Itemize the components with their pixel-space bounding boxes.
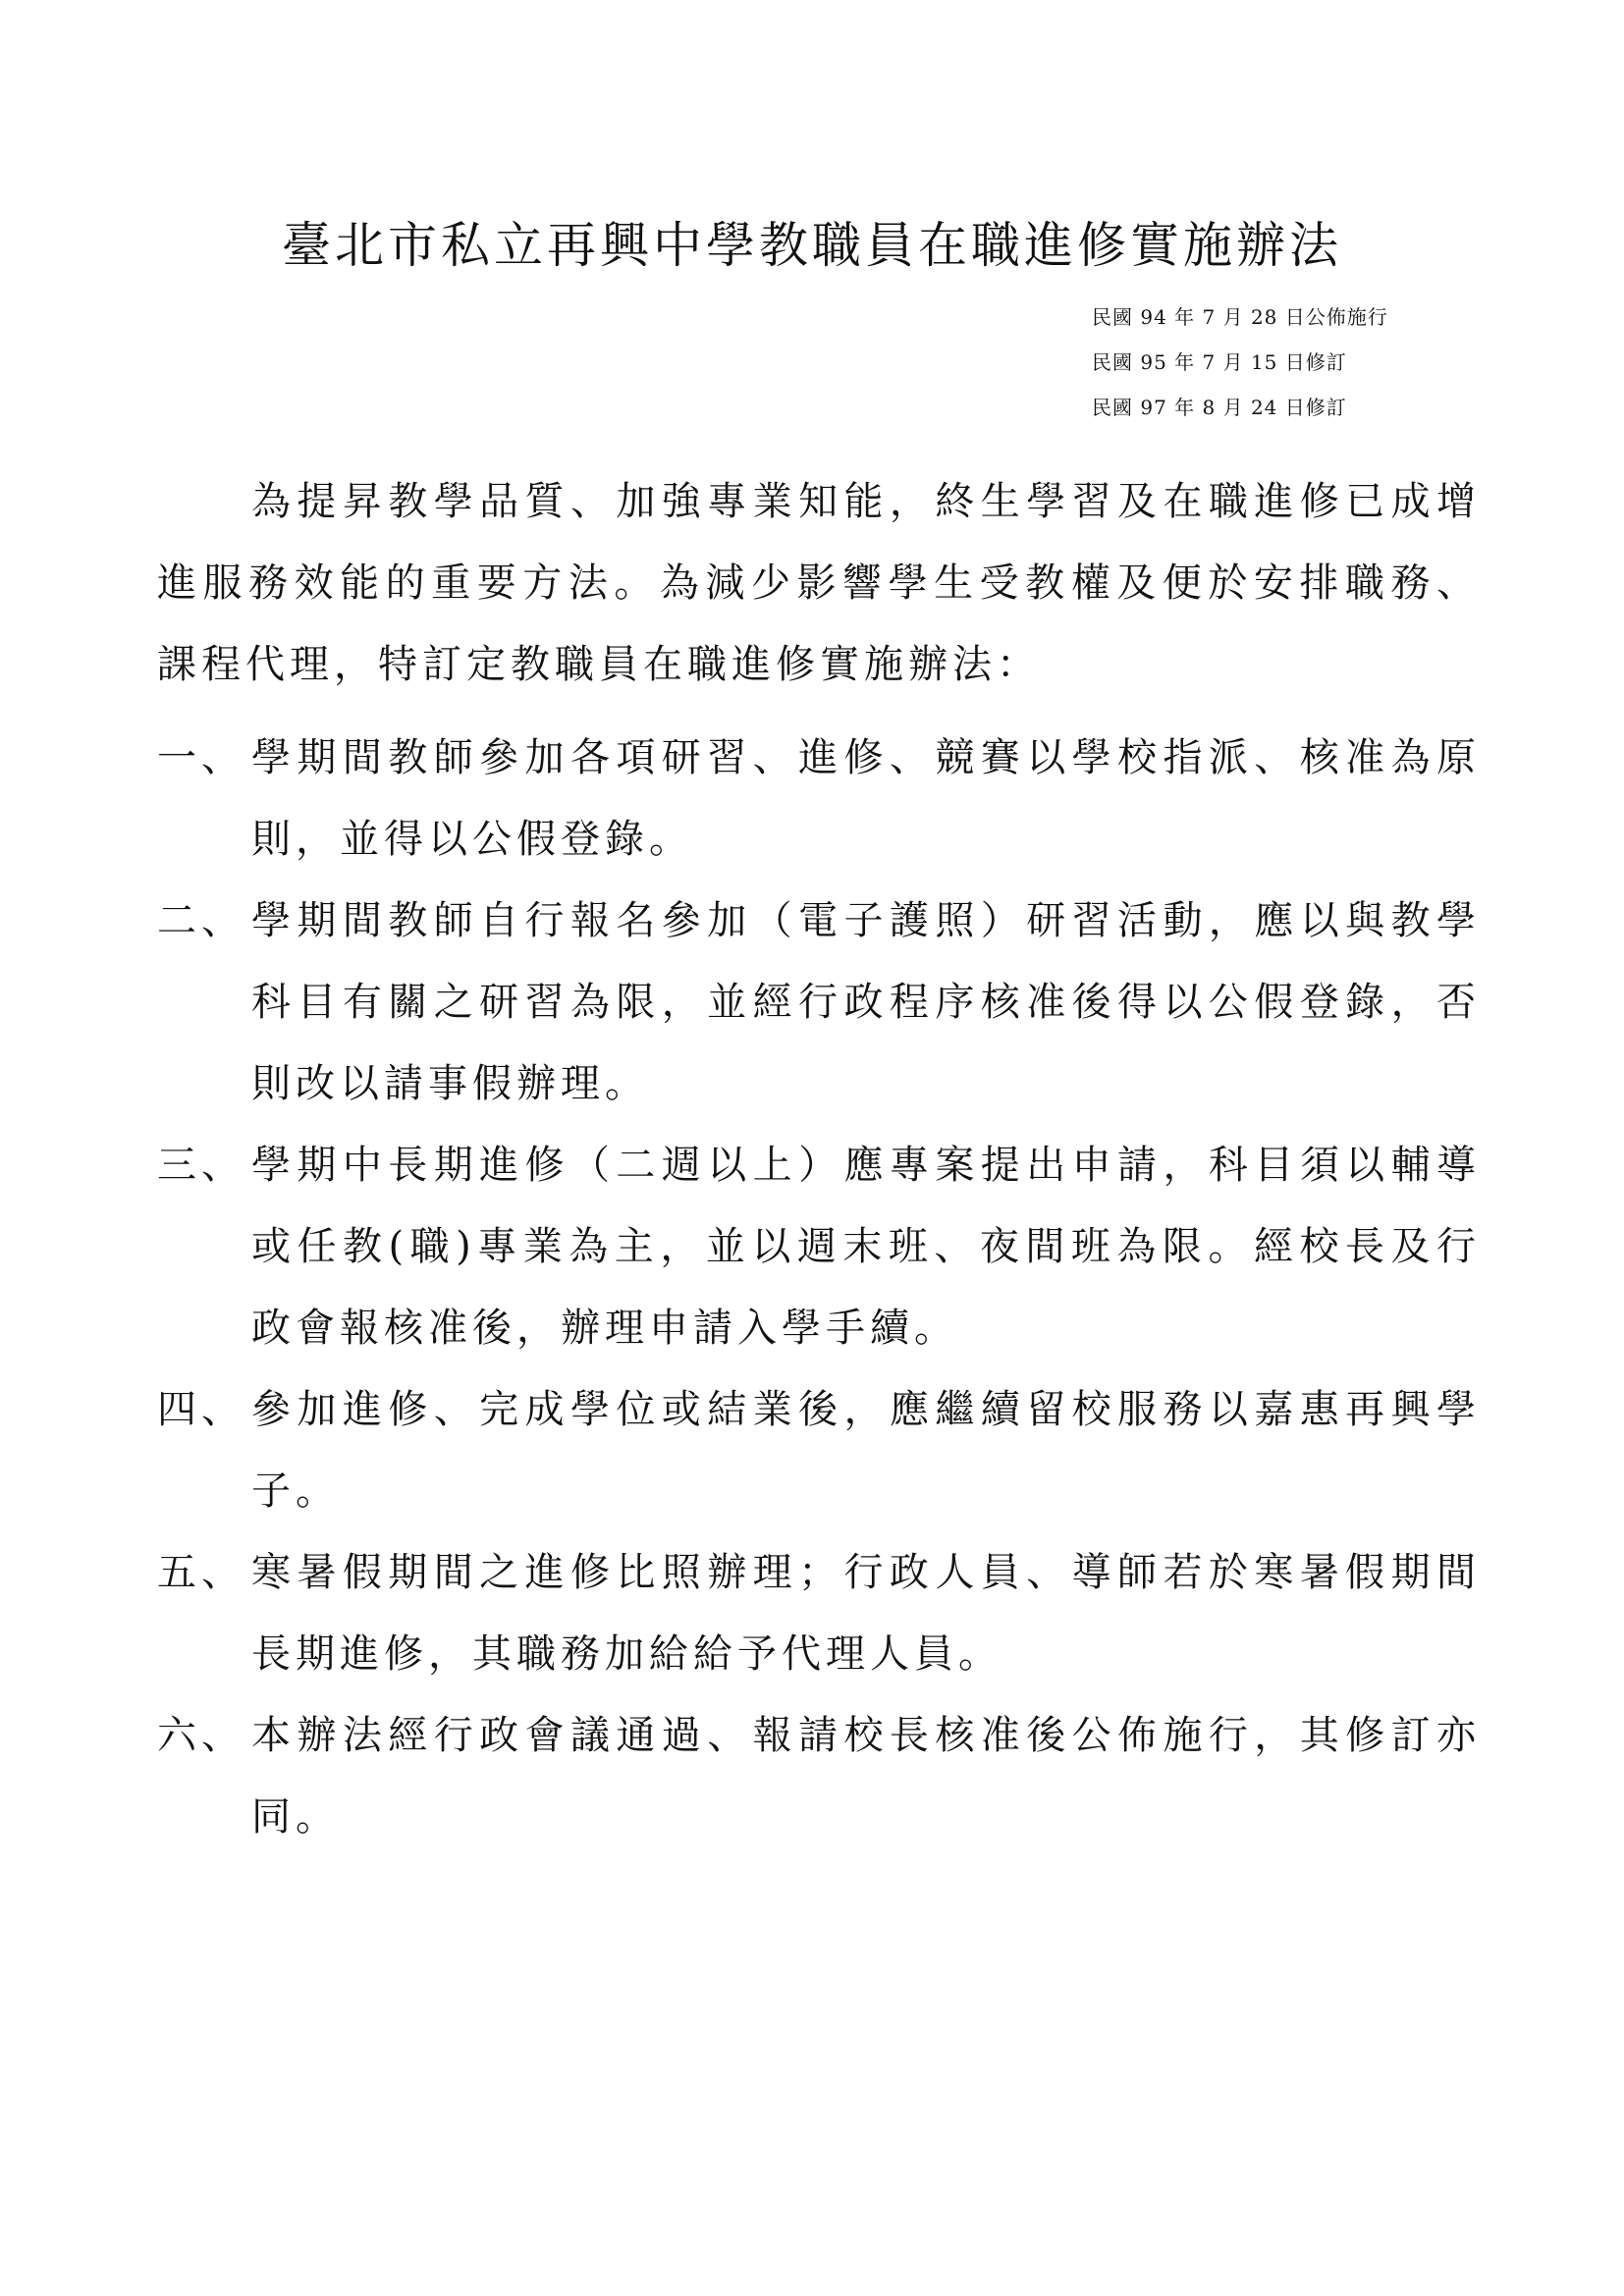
date-promulgated: 民國 94 年 7 月 28 日公佈施行 bbox=[1092, 305, 1388, 329]
article-item bbox=[157, 1369, 1481, 1532]
article-item bbox=[157, 1125, 1481, 1369]
article-number: 六、 bbox=[157, 1713, 245, 1758]
intro-paragraph: 為提昇教學品質、加強專業知能，終生學習及在職進修已成增進服務效能的重要方法。為減少影響學生受教權及便於安排職務、課程代理，特訂定教職員在職進修實施辦法： bbox=[157, 479, 1481, 687]
article-text: 學期間教師參加各項研習、進修、競賽以學校指派、核准為原則，並得以公假登錄。 bbox=[251, 735, 1481, 862]
page-title: 臺北市私立再興中學教職員在職進修實施辦法 bbox=[282, 217, 1342, 274]
article-text: 寒暑假期間之進修比照辦理；行政人員、導師若於寒暑假期間長期進修，其職務加給給予代理人員。 bbox=[251, 1550, 1481, 1677]
article-text: 參加進修、完成學位或結業後，應繼續留校服務以嘉惠再興學子。 bbox=[251, 1387, 1481, 1514]
article-item bbox=[157, 1532, 1481, 1695]
revision-dates bbox=[1092, 294, 1388, 430]
date-revised-2: 民國 97 年 8 月 24 日修訂 bbox=[1092, 396, 1347, 419]
article-number: 一、 bbox=[157, 735, 245, 780]
article-item bbox=[157, 881, 1481, 1125]
article-text: 本辦法經行政會議通過、報請校長核准後公佈施行，其修訂亦同。 bbox=[251, 1713, 1481, 1840]
article-text: 學期中長期進修（二週以上）應專案提出申請，科目須以輔導或任教(職)專業為主，並以週末班、夜間班為限。經校長及行政會報核准後，辦理申請入學手續。 bbox=[251, 1143, 1481, 1351]
article-item bbox=[157, 1695, 1481, 1858]
article-list bbox=[157, 718, 1481, 1858]
article-number: 四、 bbox=[157, 1387, 245, 1432]
article-item bbox=[157, 718, 1481, 881]
article-number: 五、 bbox=[157, 1550, 245, 1595]
article-number: 二、 bbox=[157, 898, 245, 943]
article-text: 學期間教師自行報名參加（電子護照）研習活動，應以與教學科目有關之研習為限，並經行政程序核准後得以公假登錄，否則改以請事假辦理。 bbox=[251, 898, 1481, 1106]
date-revised-1: 民國 95 年 7 月 15 日修訂 bbox=[1092, 350, 1347, 374]
document-body bbox=[157, 461, 1481, 1858]
article-number: 三、 bbox=[157, 1143, 245, 1188]
